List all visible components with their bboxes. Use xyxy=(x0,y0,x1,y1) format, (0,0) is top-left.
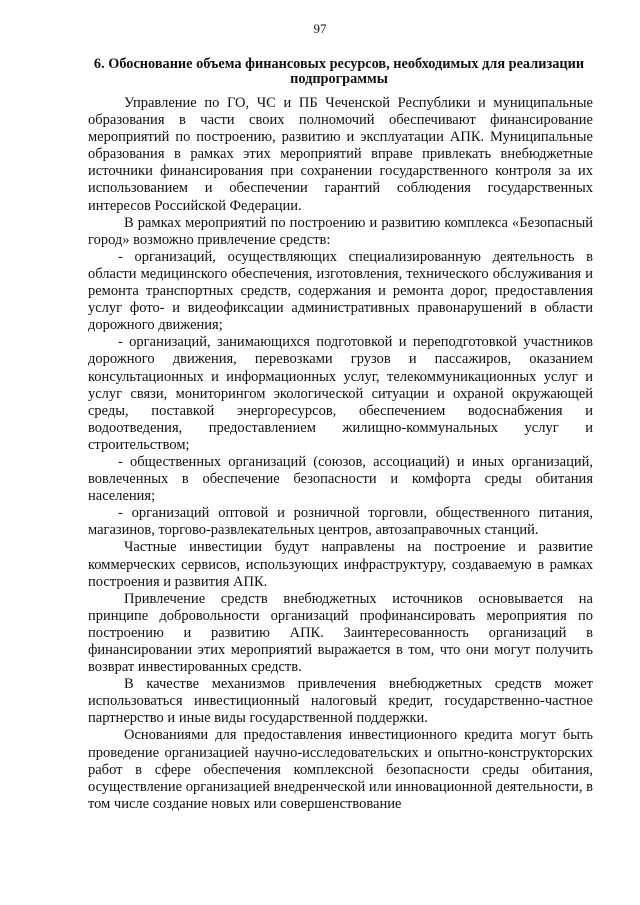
paragraph-1: Управление по ГО, ЧС и ПБ Чеченской Республики и муниципальные образования в части своих полномочий обеспечивают финансирование мероприятий по построению, развитию и эксплуатации АПК. Муниципальные образования в рамках этих мероприятий вправе привлекать внебюджетные источники финансирования при сохранении государственного контроля за их использованием и обеспечении гарантий соблюдения государственных интересов Российской Федерации. xyxy=(88,95,593,214)
paragraph-5: В качестве механизмов привлечения внебюджетных средств может использоваться инвестиционный налоговый кредит, государственно-частное партнерство и иные виды государственной поддержки. xyxy=(88,676,593,727)
section-heading: 6. Обоснование объема финансовых ресурсов, необходимых для реализации подпрограммы xyxy=(93,56,585,87)
page-number: 97 xyxy=(313,21,327,36)
list-item-3: - общественных организаций (союзов, ассоциаций) и иных организаций, вовлеченных в обеспечение безопасности и комфорта среды обитания населения; xyxy=(88,453,593,505)
document-body xyxy=(88,95,593,813)
list-item-2: - организаций, занимающихся подготовкой и переподготовкой участников дорожного движения, перевозками грузов и пассажиров, оказанием консультационных и информационных услуг, телекоммуникационных услуг и услуг связи, мониторингом экологической ситуации и охраной окружающей среды, поставкой энергоресурсов, обеспечением водоснабжения и водоотведения, предоставлением жилищно-коммунальных услуг и строительством; xyxy=(88,334,593,453)
paragraph-3: Частные инвестиции будут направлены на построение и развитие коммерческих сервисов, использующих инфраструктуру, создаваемую в рамках построения и развития АПК. xyxy=(88,539,593,590)
paragraph-2: В рамках мероприятий по построению и развитию комплекса «Безопасный город» возможно привлечение средств: xyxy=(88,214,593,248)
paragraph-6: Основаниями для предоставления инвестиционного кредита могут быть проведение организацией научно-исследовательских и опытно-конструкторских работ в сфере обеспечения комплексной безопасности среды обитания, осуществление организацией внедренческой или инновационной деятельности, в том числе создание новых или совершенствование xyxy=(88,727,593,812)
list-item-1: - организаций, осуществляющих специализированную деятельность в области медицинского обеспечения, изготовления, технического обслуживания и ремонта транспортных средств, содержания и ремонта дорог, предоставления услуг фото- и видеофиксации административных правонарушений в области дорожного движения; xyxy=(88,248,593,334)
list-item-4: - организаций оптовой и розничной торговли, общественного питания, магазинов, торгово-развлекательных центров, автозаправочных станций. xyxy=(88,505,593,539)
paragraph-4: Привлечение средств внебюджетных источников основывается на принципе добровольности организаций профинансировать мероприятия по построению и развитию АПК. Заинтересованность организаций в финансировании этих мероприятий выражается в том, что они могут получить возврат инвестированных средств. xyxy=(88,590,593,676)
